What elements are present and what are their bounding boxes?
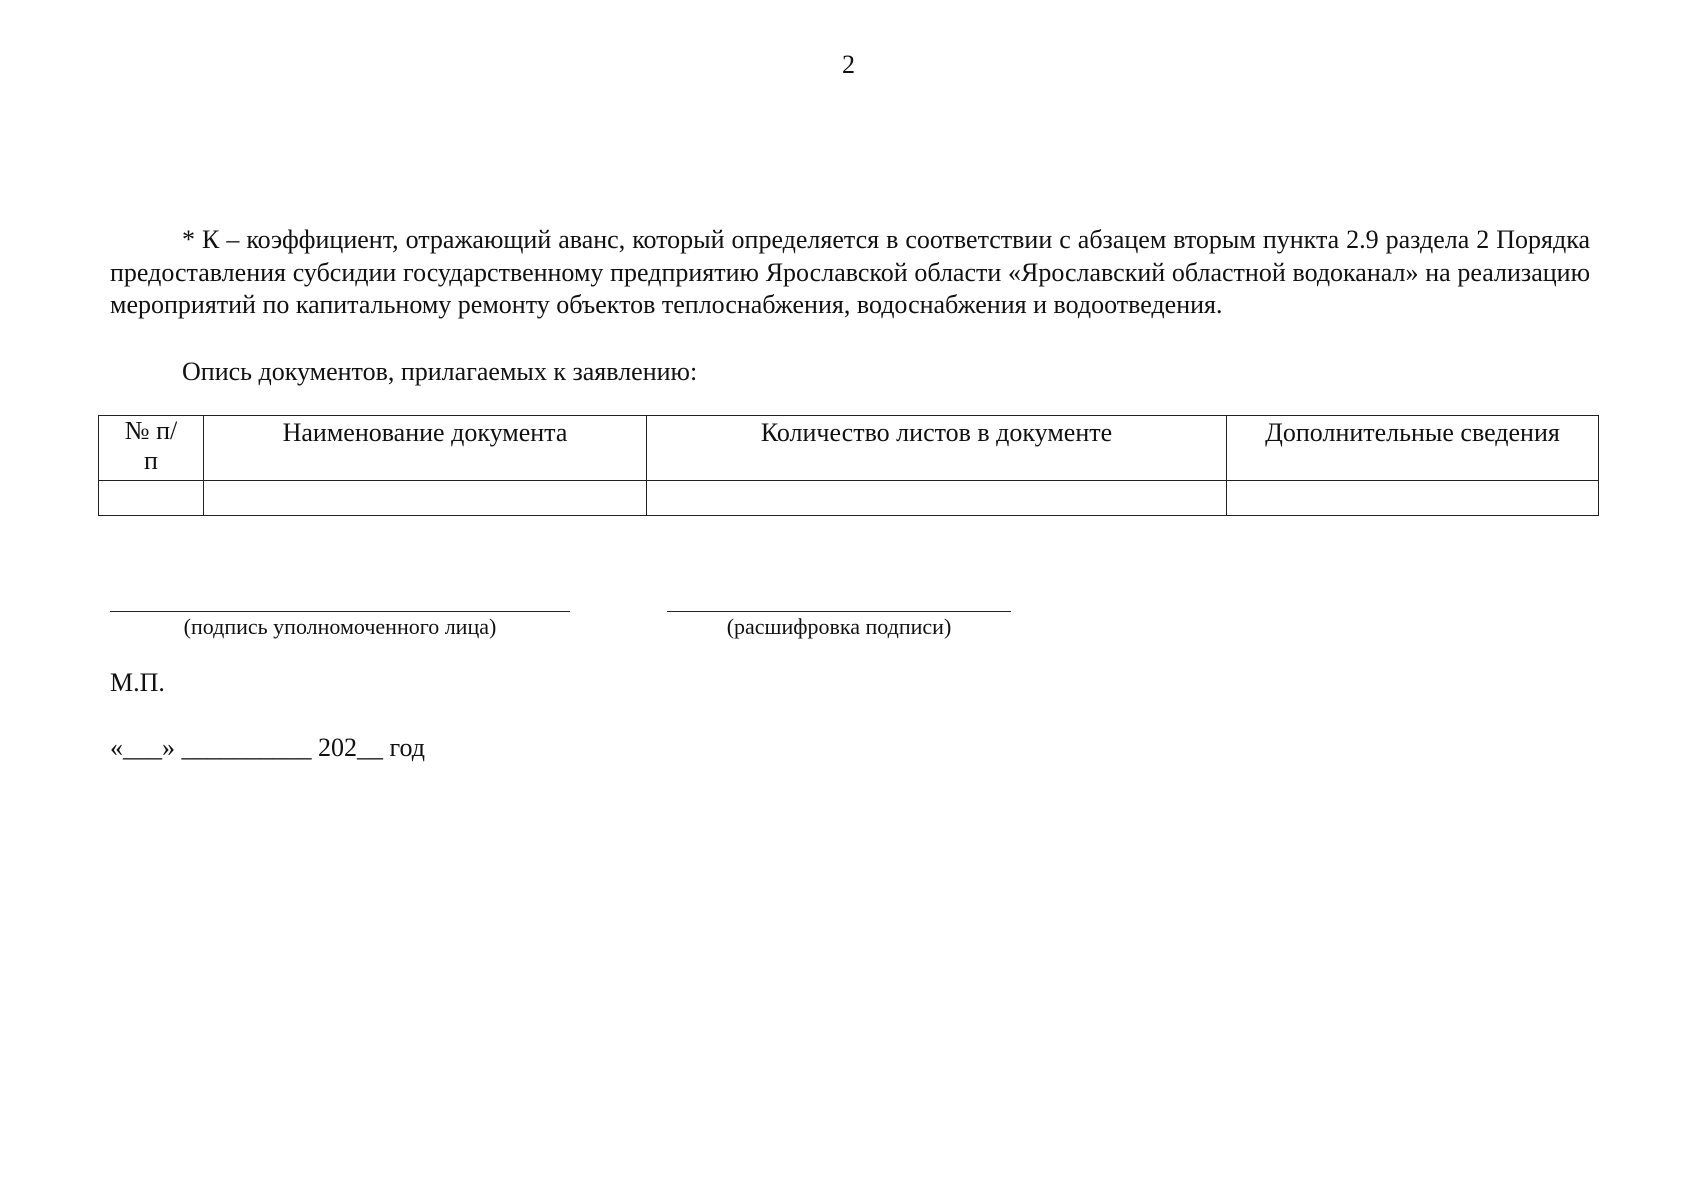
column-header-document-name: Наименование документа [204, 416, 647, 481]
page-number: 2 [842, 50, 855, 79]
table-cell-additional-info[interactable] [1227, 481, 1599, 516]
table-row [99, 481, 1599, 516]
documents-table [98, 415, 1599, 516]
table-cell-document-name[interactable] [204, 481, 647, 516]
table-header-row [99, 416, 1599, 481]
footnote-paragraph: * К – коэффициент, отражающий аванс, который определяется в соответствии с абзацем вторым пункта 2.9 раздела 2 Порядка предоставления субсидии государственному предприятию Ярославской области «Ярославский областной водоканал» на реализацию мероприятий по капитальному ремонту объектов теплоснабжения, водоснабжения и водоотведения. [110, 225, 1590, 319]
signature-decoding-caption: (расшифровка подписи) [726, 614, 952, 639]
table-cell-number[interactable] [99, 481, 204, 516]
signature-caption: (подпись уполномоченного лица) [183, 614, 497, 639]
inventory-title: Опись документов, прилагаемых к заявлению: [182, 357, 698, 386]
signature-line[interactable] [110, 611, 570, 612]
date-line[interactable]: «___» __________ 202__ год [110, 733, 425, 762]
column-header-number: № п/п [99, 416, 204, 481]
stamp-placeholder: М.П. [110, 668, 165, 697]
column-header-additional-info: Дополнительные сведения [1227, 416, 1599, 481]
column-header-sheet-count: Количество листов в документе [647, 416, 1227, 481]
table-cell-sheet-count[interactable] [647, 481, 1227, 516]
signature-decoding-line[interactable] [667, 611, 1011, 612]
